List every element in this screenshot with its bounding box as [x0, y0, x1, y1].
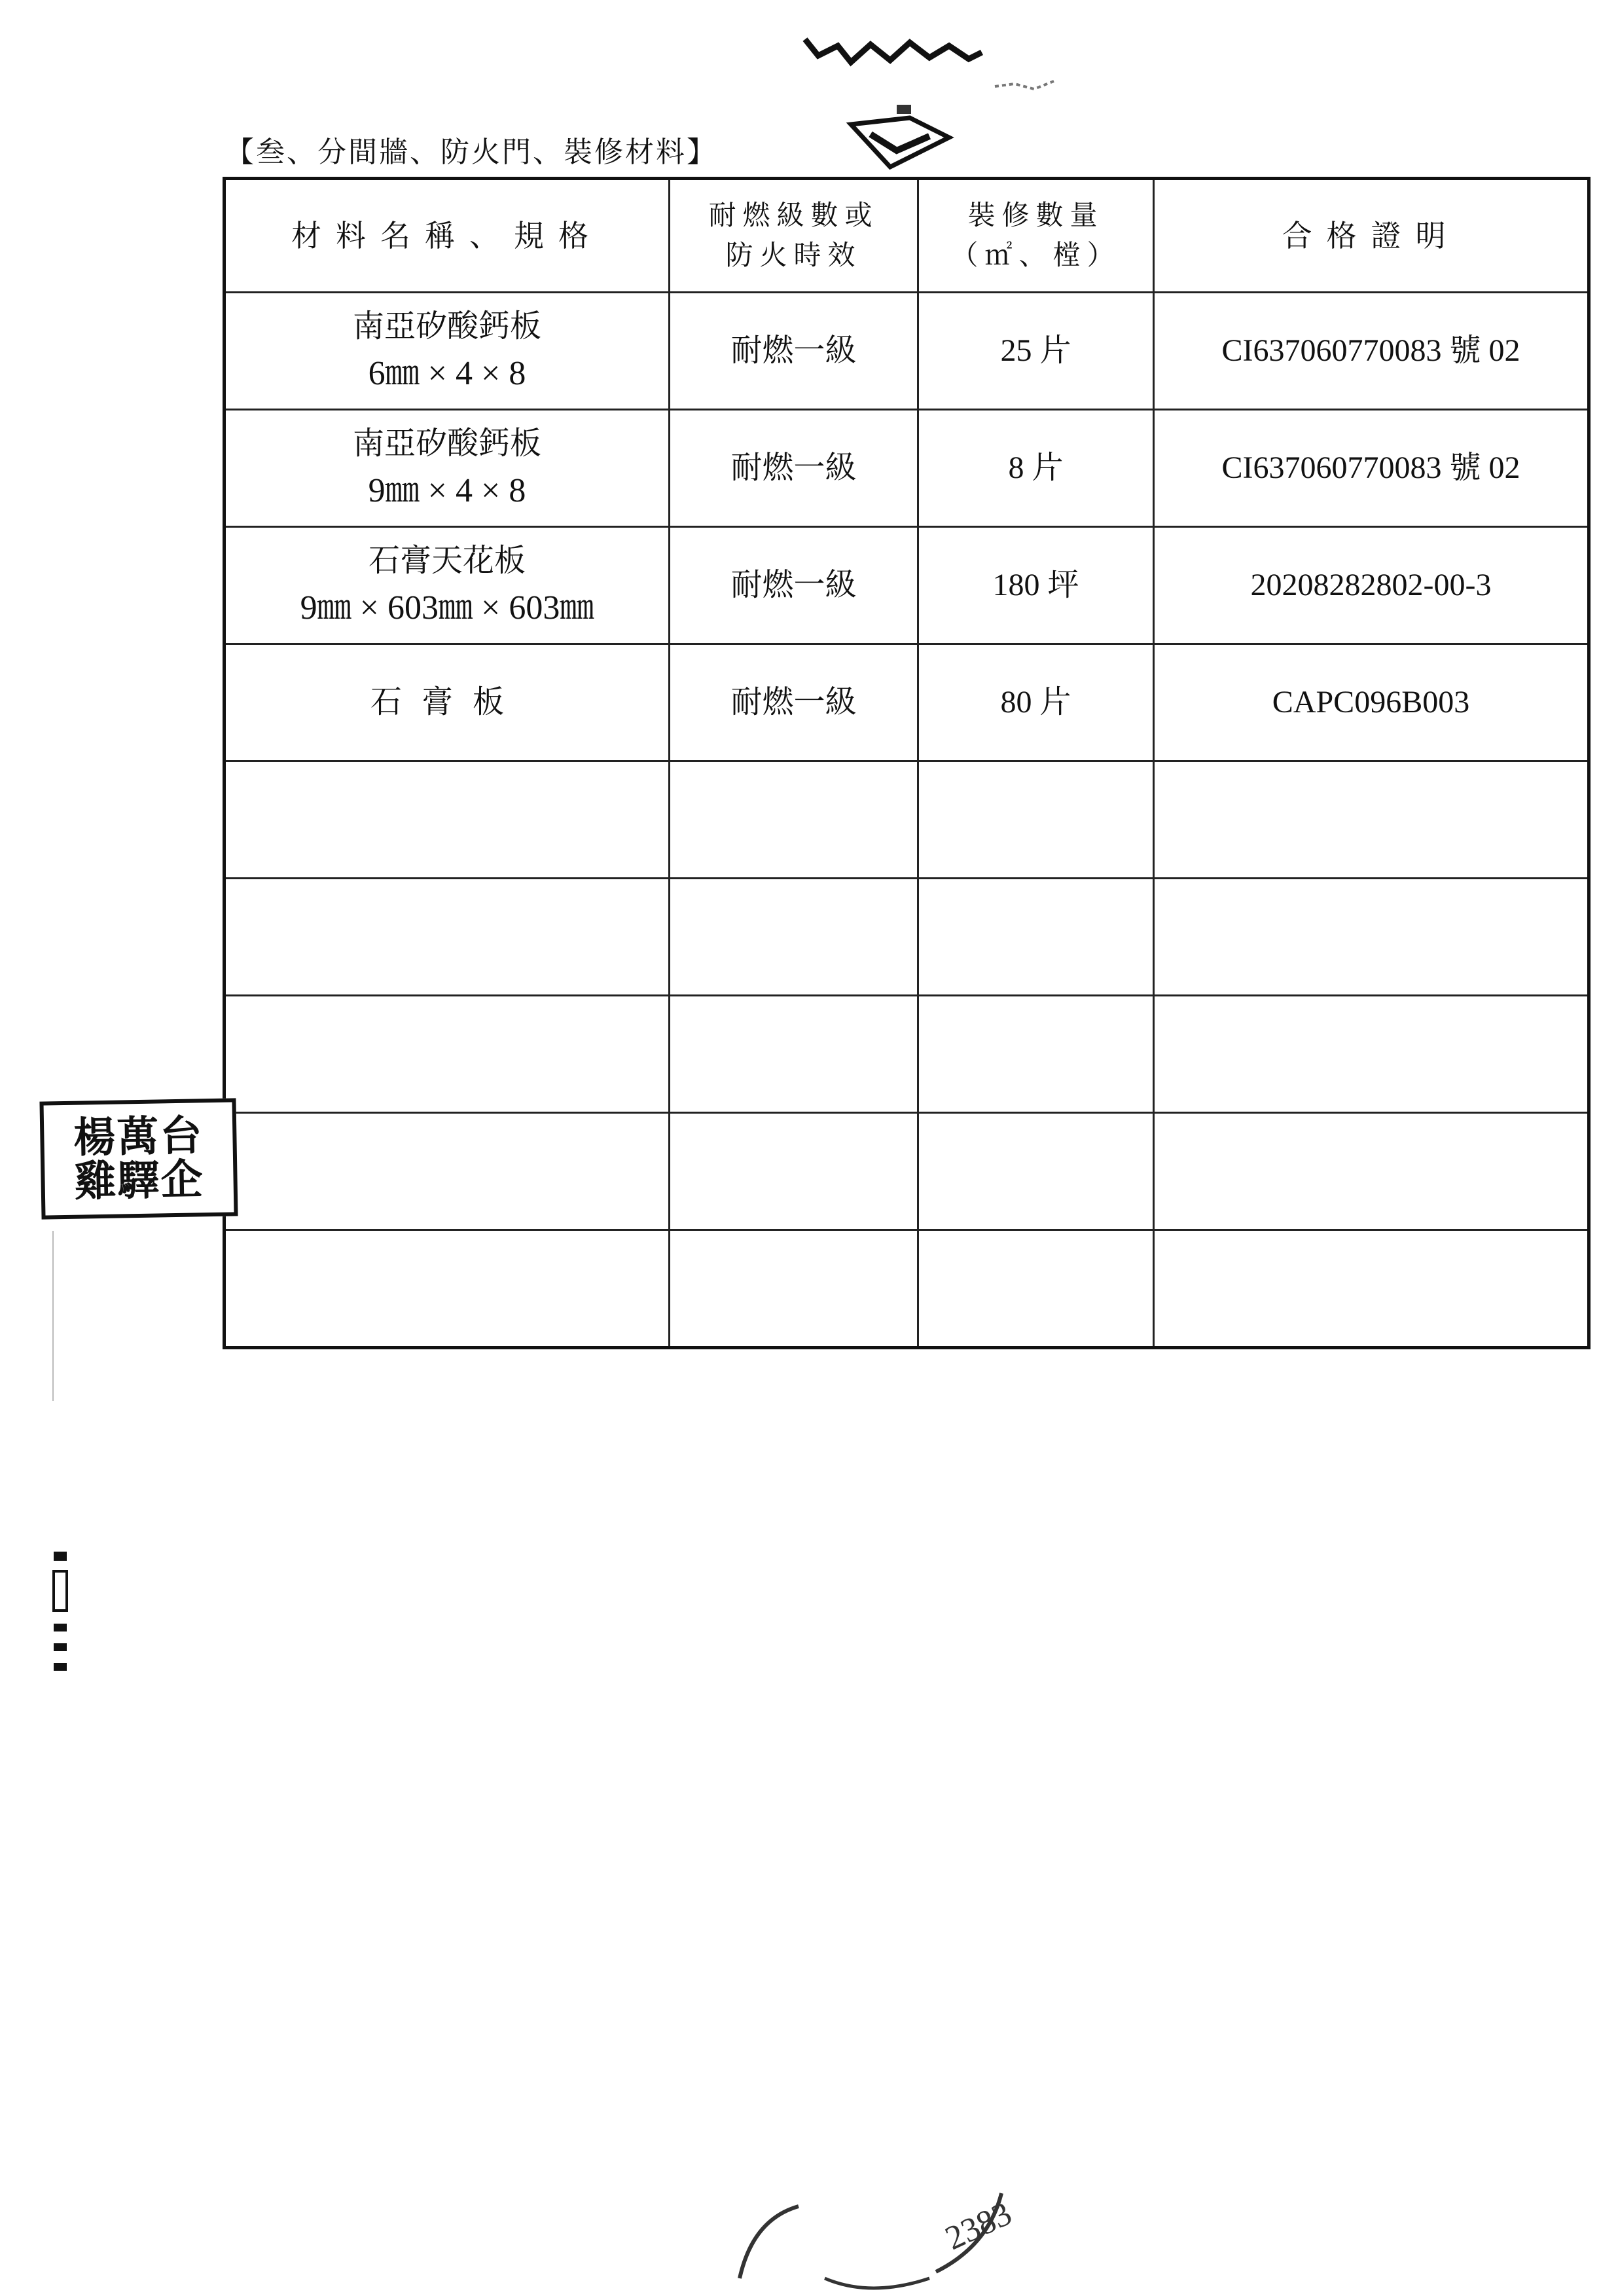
- fire-rating-cell: 耐燃一級: [670, 527, 918, 644]
- certificate-cell: [1154, 761, 1589, 879]
- materials-table: [223, 177, 1591, 1349]
- material-cell: [225, 527, 670, 644]
- seal-line-1: 楊萬台: [73, 1111, 204, 1163]
- material-spec: 9㎜ × 4 × 8: [368, 472, 526, 510]
- quantity-cell: 80 片: [918, 644, 1154, 761]
- header-quantity-line2: （㎡、樘）: [950, 239, 1121, 271]
- material-cell: [225, 879, 670, 996]
- fire-rating-cell: [670, 996, 918, 1113]
- table-row: [225, 293, 1589, 410]
- material-name: 石膏板: [370, 683, 524, 721]
- material-name: 南亞矽酸鈣板: [352, 307, 541, 344]
- header-fire-rating: [670, 179, 918, 293]
- certificate-cell: CI637060770083 號 02: [1154, 410, 1589, 527]
- seal-line-2: 雞驛企: [73, 1155, 205, 1207]
- material-name: 石膏天花板: [368, 541, 526, 579]
- margin-line: [52, 1231, 54, 1401]
- fire-rating-cell: 耐燃一級: [670, 644, 918, 761]
- certificate-cell: CI637060770083 號 02: [1154, 293, 1589, 410]
- table-row-empty: [225, 1230, 1589, 1348]
- table-row: [225, 644, 1589, 761]
- certificate-cell: [1154, 1113, 1589, 1230]
- header-fire-rating-line2: 防火時效: [725, 239, 862, 271]
- header-quantity: [918, 179, 1154, 293]
- material-cell: [225, 761, 670, 879]
- fire-rating-cell: [670, 1113, 918, 1230]
- table-row: [225, 410, 1589, 527]
- fire-rating-cell: 耐燃一級: [670, 293, 918, 410]
- fire-rating-cell: [670, 879, 918, 996]
- quantity-cell: 180 坪: [918, 527, 1154, 644]
- header-quantity-line1: 裝修數量: [967, 199, 1104, 232]
- table-row-empty: [225, 1113, 1589, 1230]
- material-cell: [225, 410, 670, 527]
- certificate-cell: 20208282802-00-3: [1154, 527, 1589, 644]
- bottom-stamp-number: 2383: [939, 2195, 1018, 2258]
- quantity-cell: [918, 761, 1154, 879]
- certificate-cell: [1154, 879, 1589, 996]
- material-name: 南亞矽酸鈣板: [352, 424, 541, 462]
- quantity-cell: [918, 1113, 1154, 1230]
- certificate-cell: [1154, 996, 1589, 1113]
- material-cell: [225, 293, 670, 410]
- quantity-cell: 25 片: [918, 293, 1154, 410]
- table-row-empty: [225, 879, 1589, 996]
- header-material-name: 材料名稱、規格: [225, 179, 670, 293]
- table-row-empty: [225, 761, 1589, 879]
- certificate-cell: [1154, 1230, 1589, 1348]
- certificate-cell: CAPC096B003: [1154, 644, 1589, 761]
- binding-mark: [51, 1552, 69, 1683]
- material-cell: [225, 1230, 670, 1348]
- material-cell: [225, 644, 670, 761]
- fire-rating-cell: [670, 1230, 918, 1348]
- material-spec: 6㎜ × 4 × 8: [368, 355, 526, 393]
- fire-rating-cell: 耐燃一級: [670, 410, 918, 527]
- quantity-cell: [918, 879, 1154, 996]
- table-row-empty: [225, 996, 1589, 1113]
- section-heading: 【叁、分間牆、防火門、裝修材料】: [225, 136, 717, 169]
- header-certificate: 合格證明: [1154, 179, 1589, 293]
- table-row: [225, 527, 1589, 644]
- quantity-cell: [918, 996, 1154, 1113]
- header-fire-rating-line1: 耐燃級數或: [708, 199, 879, 232]
- material-cell: [225, 996, 670, 1113]
- material-spec: 9㎜ × 603㎜ × 603㎜: [300, 589, 594, 627]
- partial-stamp-top: [799, 26, 1060, 177]
- quantity-cell: [918, 1230, 1154, 1348]
- partial-stamp-bottom: [713, 2180, 1067, 2291]
- fire-rating-cell: [670, 761, 918, 879]
- quantity-cell: 8 片: [918, 410, 1154, 527]
- table-header-row: [225, 179, 1589, 293]
- material-cell: [225, 1113, 670, 1230]
- seal-stamp: [39, 1098, 238, 1219]
